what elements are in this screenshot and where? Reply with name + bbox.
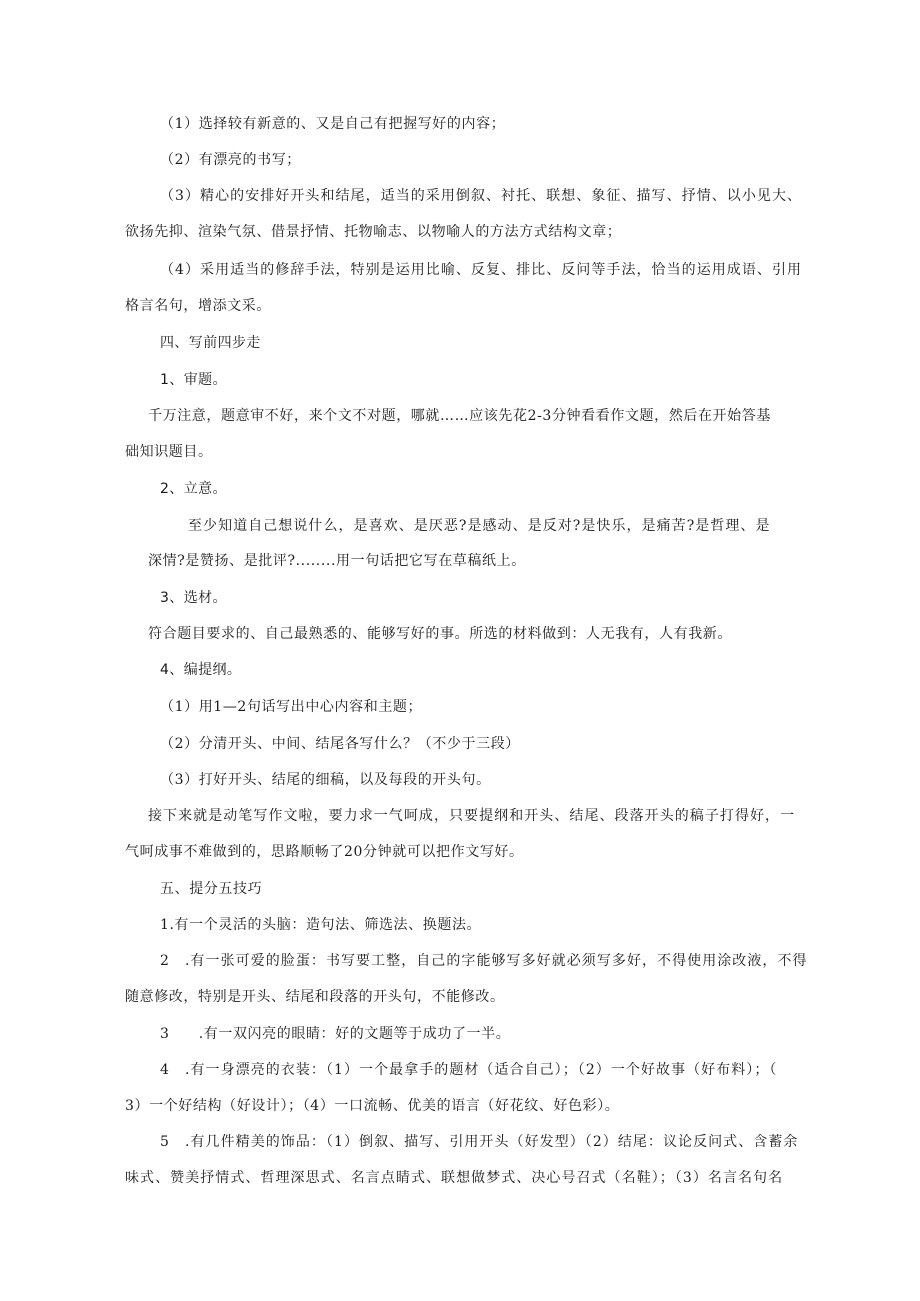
text-line: 格言名句，增添文采。 — [125, 298, 271, 314]
text-line: 至少知道自己想说什么，是喜欢、是厌恶?是感动、是反对?是快乐，是痛苦?是哲理、是 — [188, 518, 771, 534]
text-line: （2）分清开头、中间、结尾各写什么？（不少于三段） — [160, 736, 520, 752]
text-line: 气呵成事不难做到的，思路顺畅了20分钟就可以把作文写好。 — [125, 844, 524, 860]
subsection-heading: 2、立意。 — [160, 481, 227, 497]
text-line: 5 .有几件精美的饰品：（1）倒叙、描写、引用开头（好发型）（2）结尾：议论反问式、含蓄余 — [160, 1134, 799, 1150]
text-line: 4 .有一身漂亮的衣装：（1）一个最拿手的题材（适合自己）；（2）一个好故事（好布料）；（ — [160, 1062, 778, 1078]
subsection-heading: 1、审题。 — [160, 372, 227, 388]
text-line: 3 .有一双闪亮的眼睛：好的文题等于成功了一半。 — [160, 1026, 511, 1042]
text-line: 味式、赞美抒情式、哲理深思式、名言点睛式、联想做梦式、决心号召式（名鞋）；（3）名言名句名 — [125, 1170, 784, 1186]
text-line: 欲扬先抑、渲染气氛、借景抒情、托物喻志、以物喻人的方法方式结构文章； — [125, 224, 622, 240]
text-line: （3）打好开头、结尾的细稿，以及每段的开头句。 — [160, 772, 491, 788]
section-heading: 五、提分五技巧 — [160, 881, 263, 897]
text-line: （2）有漂亮的书写； — [160, 152, 301, 168]
text-line: 础知识题目。 — [125, 444, 213, 460]
text-line: （1）选择较有新意的、又是自己有把握写好的内容； — [160, 116, 506, 132]
text-line: 千万注意，题意审不好，来个文不对题，哪就……应该先花2-3分钟看看作文题，然后在开始答基 — [148, 408, 771, 424]
text-line: 3）一个好结构（好设计）；（4）一口流畅、优美的语言（好花纹、好色彩）。 — [125, 1098, 620, 1114]
subsection-heading: 3、选材。 — [160, 590, 227, 606]
text-line: （4）采用适当的修辞手法，特别是运用比喻、反复、排比、反问等手法，恰当的运用成语、引用 — [160, 262, 803, 278]
text-line: 深情?是赞扬、是批评?........用一句话把它写在草稿纸上。 — [148, 553, 526, 569]
subsection-heading: 4、编提纲。 — [160, 662, 242, 678]
text-line: （3）精心的安排好开头和结尾，适当的采用倒叙、衬托、联想、象征、描写、抒情、以小见大、 — [160, 188, 803, 204]
section-heading: 四、写前四步走 — [160, 335, 261, 351]
text-line: 随意修改，特别是开头、结尾和段落的开头句，不能修改。 — [125, 989, 505, 1005]
text-line: 接下来就是动笔写作文啦，要力求一气呵成，只要提纲和开头、结尾、段落开头的稿子打得好，一 — [148, 808, 796, 824]
text-line: 2 .有一张可爱的脸蛋：书写要工整，自己的字能够写多好就必须写多好，不得使用涂改液，不得 — [160, 953, 808, 969]
text-line: （1）用1—2句话写出中心内容和主题； — [160, 699, 423, 715]
text-line: 1.有一个灵活的头脑：造句法、筛选法、换题法。 — [160, 917, 482, 933]
text-line: 符合题目要求的、自己最熟悉的、能够写好的事。所选的材料做到：人无我有，人有我新。 — [148, 626, 732, 642]
